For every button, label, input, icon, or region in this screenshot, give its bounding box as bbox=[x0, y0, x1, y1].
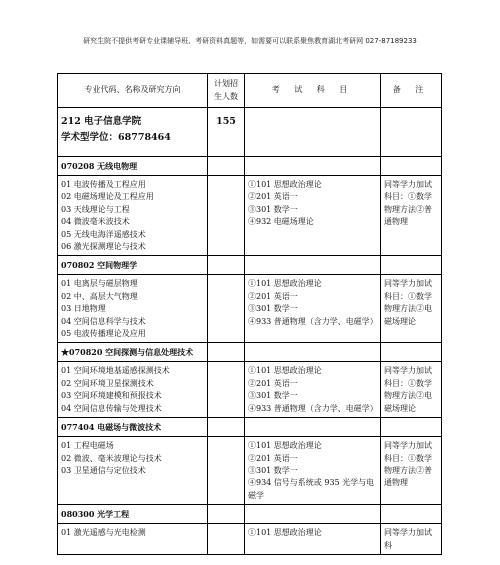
exams-cell bbox=[245, 362, 381, 418]
detail-quota-empty bbox=[208, 437, 245, 505]
directions-cell bbox=[58, 437, 208, 505]
exam-item: ②201 英语一 bbox=[248, 378, 298, 388]
major-exams-empty bbox=[245, 505, 381, 524]
major-detail-row bbox=[58, 362, 442, 418]
major-detail-row bbox=[58, 437, 442, 505]
major-title-row bbox=[58, 505, 442, 524]
direction-item: 04 空间信息传输与处理技术 bbox=[61, 403, 162, 413]
exam-item: ②201 英语一 bbox=[248, 192, 298, 202]
major-title-row bbox=[58, 157, 442, 176]
direction-item: 01 电波传播及工程应用 bbox=[61, 180, 146, 189]
header-exams: 考 试 科 目 bbox=[245, 74, 381, 108]
major-remarks-empty bbox=[381, 505, 442, 524]
direction-item: 01 空间环境地基遥感探测技术 bbox=[61, 366, 170, 376]
direction-item: 02 空间环境卫星探测技术 bbox=[61, 378, 154, 388]
college-name: 212 电子信息学院 bbox=[61, 116, 142, 127]
exam-item: ②201 英语一 bbox=[248, 291, 298, 301]
remarks-text: 同等学力加试科 bbox=[384, 528, 432, 550]
exam-item: ①101 思想政治理论 bbox=[248, 528, 322, 538]
exams-cell bbox=[245, 437, 381, 505]
major-title: 070208 无线电物理 bbox=[58, 157, 208, 176]
direction-item: 03 卫星通信与定位技术 bbox=[61, 465, 146, 475]
major-title: 070802 空间物理学 bbox=[58, 256, 208, 275]
major-title: ★070820 空间探测与信息处理技术 bbox=[58, 343, 208, 362]
exams-cell bbox=[245, 176, 381, 256]
major-quota-empty bbox=[208, 256, 245, 275]
major-quota-empty bbox=[208, 157, 245, 176]
major-exams-empty bbox=[245, 157, 381, 176]
direction-item: 01 工程电磁场 bbox=[61, 441, 114, 451]
table-header-row bbox=[58, 74, 442, 108]
notice-text: 研究生院不提供考研专业课辅导班、考研资料真题等，如需要可以联系聚焦教育湖北考研网 027-87189233 bbox=[83, 37, 417, 45]
college-quota: 155 bbox=[208, 108, 245, 157]
direction-item: 03 空间环境建模和预报技术 bbox=[61, 391, 162, 401]
direction-item: 02 中、高层大气物理 bbox=[61, 291, 138, 301]
direction-item: 02 电磁场理论及工程应用 bbox=[61, 192, 154, 202]
major-quota-empty bbox=[208, 505, 245, 524]
exam-item: ①101 思想政治理论 bbox=[248, 441, 322, 451]
major-quota-empty bbox=[208, 418, 245, 437]
direction-item: 05 电波传播理论及应用 bbox=[61, 329, 146, 339]
remarks-cell bbox=[381, 524, 442, 555]
remarks-cell bbox=[381, 176, 442, 256]
remarks-text: 同等学力加试科目：①数学物理方法②普通物理 bbox=[384, 441, 432, 488]
direction-item: 05 无线电海洋遥感技术 bbox=[61, 229, 146, 239]
major-remarks-empty bbox=[381, 256, 442, 275]
detail-quota-empty bbox=[208, 275, 245, 343]
direction-item: 03 天线理论与工程 bbox=[61, 204, 130, 214]
exam-item: ①101 思想政治理论 bbox=[248, 279, 322, 289]
major-exams-empty bbox=[245, 418, 381, 437]
remarks-text: 同等学力加试科目：①数学物理方法②电磁场理论 bbox=[384, 279, 432, 326]
college-row bbox=[58, 108, 442, 157]
exam-item: ③301 数学一 bbox=[248, 391, 298, 401]
major-title: 077404 电磁场与微波技术 bbox=[58, 418, 208, 437]
directions-cell bbox=[58, 524, 208, 555]
major-title-row bbox=[58, 343, 442, 362]
major-detail-row bbox=[58, 524, 442, 555]
direction-item: 01 电离层与磁层物理 bbox=[61, 279, 138, 289]
remarks-cell bbox=[381, 362, 442, 418]
exams-cell bbox=[245, 524, 381, 555]
exam-item: ①101 思想政治理论 bbox=[248, 180, 322, 189]
exam-item: ④934 信号与系统或 935 光学与电磁学 bbox=[248, 478, 375, 500]
exams-cell bbox=[245, 275, 381, 343]
major-title: 080300 光学工程 bbox=[58, 505, 208, 524]
direction-item: 02 微波、毫米波理论与技术 bbox=[61, 453, 162, 463]
exam-item: ④933 普通物理（含力学、电磁学） bbox=[248, 316, 378, 326]
major-exams-empty bbox=[245, 256, 381, 275]
remarks-cell bbox=[381, 437, 442, 505]
exam-item: ④933 普通物理（含力学、电磁学） bbox=[248, 403, 378, 413]
major-remarks-empty bbox=[381, 343, 442, 362]
major-title-row bbox=[58, 418, 442, 437]
direction-item: 01 激光遥感与光电检测 bbox=[61, 528, 146, 538]
major-exams-empty bbox=[245, 343, 381, 362]
exam-item: ②201 英语一 bbox=[248, 453, 298, 463]
major-quota-empty bbox=[208, 343, 245, 362]
major-detail-row bbox=[58, 275, 442, 343]
major-remarks-empty bbox=[381, 418, 442, 437]
detail-quota-empty bbox=[208, 362, 245, 418]
exam-item: ③301 数学一 bbox=[248, 465, 298, 475]
major-title-row bbox=[58, 256, 442, 275]
direction-item: 04 微波毫米波技术 bbox=[61, 217, 130, 227]
directions-cell bbox=[58, 275, 208, 343]
exam-item: ③301 数学一 bbox=[248, 204, 298, 214]
college-cell bbox=[58, 108, 208, 157]
directions-cell bbox=[58, 176, 208, 256]
college-remarks-empty bbox=[381, 108, 442, 157]
direction-item: 04 空间信息科学与技术 bbox=[61, 316, 146, 326]
direction-item: 03 日地物理 bbox=[61, 304, 106, 314]
major-detail-row bbox=[58, 176, 442, 256]
directions-cell bbox=[58, 362, 208, 418]
header-direction: 专业代码、名称及研究方向 bbox=[58, 74, 208, 108]
exam-item: ①101 思想政治理论 bbox=[248, 366, 322, 376]
admission-table bbox=[57, 73, 442, 555]
header-remarks: 备 注 bbox=[381, 74, 442, 108]
exam-item: ④932 电磁场理论 bbox=[248, 217, 314, 227]
direction-item: 06 激光探测理论与技术 bbox=[61, 242, 146, 252]
college-phone: 学术型学位：68778464 bbox=[61, 132, 171, 143]
major-remarks-empty bbox=[381, 157, 442, 176]
exam-item: ③301 数学一 bbox=[248, 304, 298, 314]
header-quota: 计划招生人数 bbox=[208, 74, 245, 108]
college-exams-empty bbox=[245, 108, 381, 157]
remarks-text: 同等学力加试科目：①数学物理方法②电磁场理论 bbox=[384, 366, 432, 413]
detail-quota-empty bbox=[208, 524, 245, 555]
remarks-text: 同等学力加试科目：①数学物理方法②普通物理 bbox=[384, 180, 432, 227]
detail-quota-empty bbox=[208, 176, 245, 256]
remarks-cell bbox=[381, 275, 442, 343]
